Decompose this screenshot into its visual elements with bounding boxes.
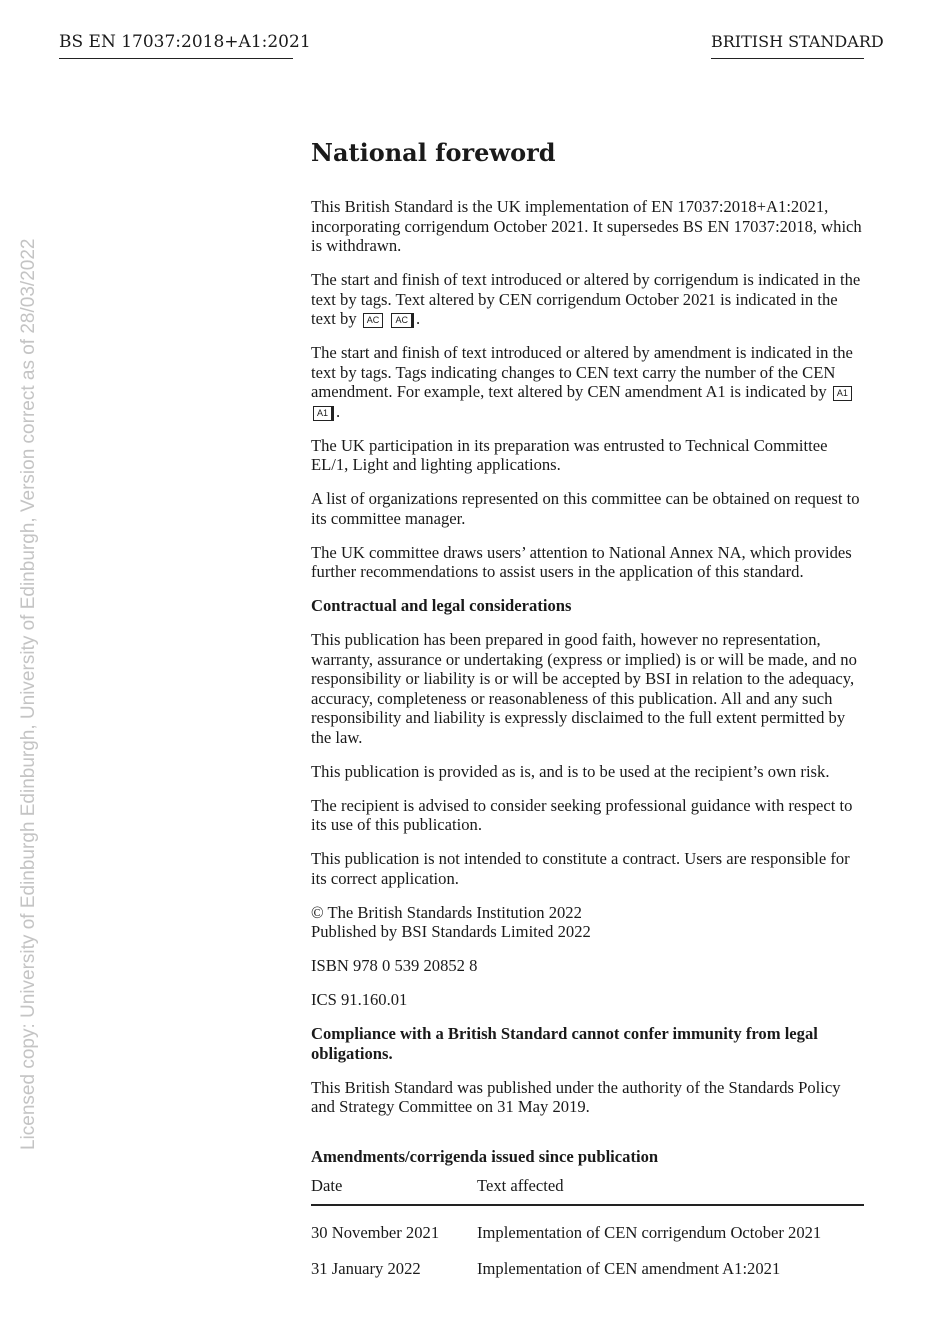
authority-paragraph: This British Standard was published under the authority of the Standards Policy and Strategy Committee on 31 May 2019. [311,1077,841,1116]
guidance-paragraph: The recipient is advised to consider seeking professional guidance with respect to its use of this publication. [311,795,853,834]
own-risk-paragraph: This publication is provided as is, and is to be used at the recipient’s own risk. [311,761,830,781]
copyright-line: © The British Standards Institution 2022 [311,902,582,922]
amendment-text: The start and finish of text introduced or altered by amendment is indicated in the text by tags. Tags indicating changes to CEN text carry the number of the CEN amendment. For example, text altered by CEN amendment A1 is indicated by [311,343,853,401]
amendment-text-affected: Implementation of CEN amendment A1:2021 [477,1258,781,1278]
organizations-paragraph: A list of organizations represented on this committee can be obtained on request to its committee manager. [311,489,860,528]
amendment-date: 31 January 2022 [311,1258,421,1278]
ics: ICS 91.160.01 [311,990,408,1009]
publisher-line: Published by BSI Standards Limited 2022 [311,922,591,941]
header-series-label: BRITISH STANDARD [711,30,864,59]
legal-heading: Contractual and legal considerations [311,596,572,615]
page-title: National foreword [311,138,556,167]
ac-end-tag: AC [391,313,414,328]
column-header-date: Date [311,1176,477,1205]
compliance-notice: Compliance with a British Standard cannot confer immunity from legal obligations. [311,1024,818,1063]
legal-disclaimer-paragraph: This publication has been prepared in good faith, however no representation, warranty, assurance or undertaking (express or implied) is or will be made, and no responsibility or liability is or will be accepted by BSI in relation to the adequacy, accuracy, completeness or reasonableness of this publication. All and any such responsibility and liability is expressly disclaimed to the full extent permitted by the law. [311,630,857,747]
column-header-text-affected: Text affected [477,1176,864,1205]
header-document-id: BS EN 17037:2018+A1:2021 [59,30,293,59]
table-header-row [311,1176,864,1205]
isbn: ISBN 978 0 539 20852 8 [311,956,478,975]
corrigendum-paragraph: The start and finish of text introduced or altered by corrigendum is indicated in the text by tags. Text altered by CEN corrigendum October 2021 is indicated in the text by AC AC . [311,270,861,328]
license-watermark: Licensed copy: University of Edinburgh Edinburgh, University of Edinburgh, Version correct as of 28/03/2022 [18,238,39,1150]
committee-paragraph: The UK participation in its preparation was entrusted to Technical Committee EL/1, Light and lighting applications. [311,435,828,474]
amendments-heading: Amendments/corrigenda issued since publication [311,1146,659,1166]
corrigendum-text: The start and finish of text introduced or altered by corrigendum is indicated in the text by tags. Text altered by CEN corrigendum October 2021 is indicated in the text by [311,270,861,328]
table-row [311,1242,864,1278]
copyright-block [311,903,864,942]
a1-end-tag: A1 [313,406,334,421]
a1-start-tag: A1 [833,386,852,401]
contract-paragraph: This publication is not intended to constitute a contract. Users are responsible for its correct application. [311,849,850,888]
amendment-date: 30 November 2021 [311,1222,440,1242]
table-row [311,1205,864,1242]
amendment-text-affected: Implementation of CEN corrigendum October 2021 [477,1222,822,1242]
amendments-table [311,1176,864,1278]
amendment-paragraph: The start and finish of text introduced or altered by amendment is indicated in the text by tags. Tags indicating changes to CEN text carry the number of the CEN amendment. For example, text altered by CEN amendment A1 is indicated by A1 A1 . [311,343,853,421]
national-annex-paragraph: The UK committee draws users’ attention to National Annex NA, which provides further recommendations to assist users in the application of this standard. [311,542,852,581]
national-foreword-section [311,138,864,1278]
ac-start-tag: AC [363,313,384,328]
implementation-paragraph: This British Standard is the UK implementation of EN 17037:2018+A1:2021, incorporating corrigendum October 2021. It supersedes BS EN 17037:2018, which is withdrawn. [311,197,862,255]
